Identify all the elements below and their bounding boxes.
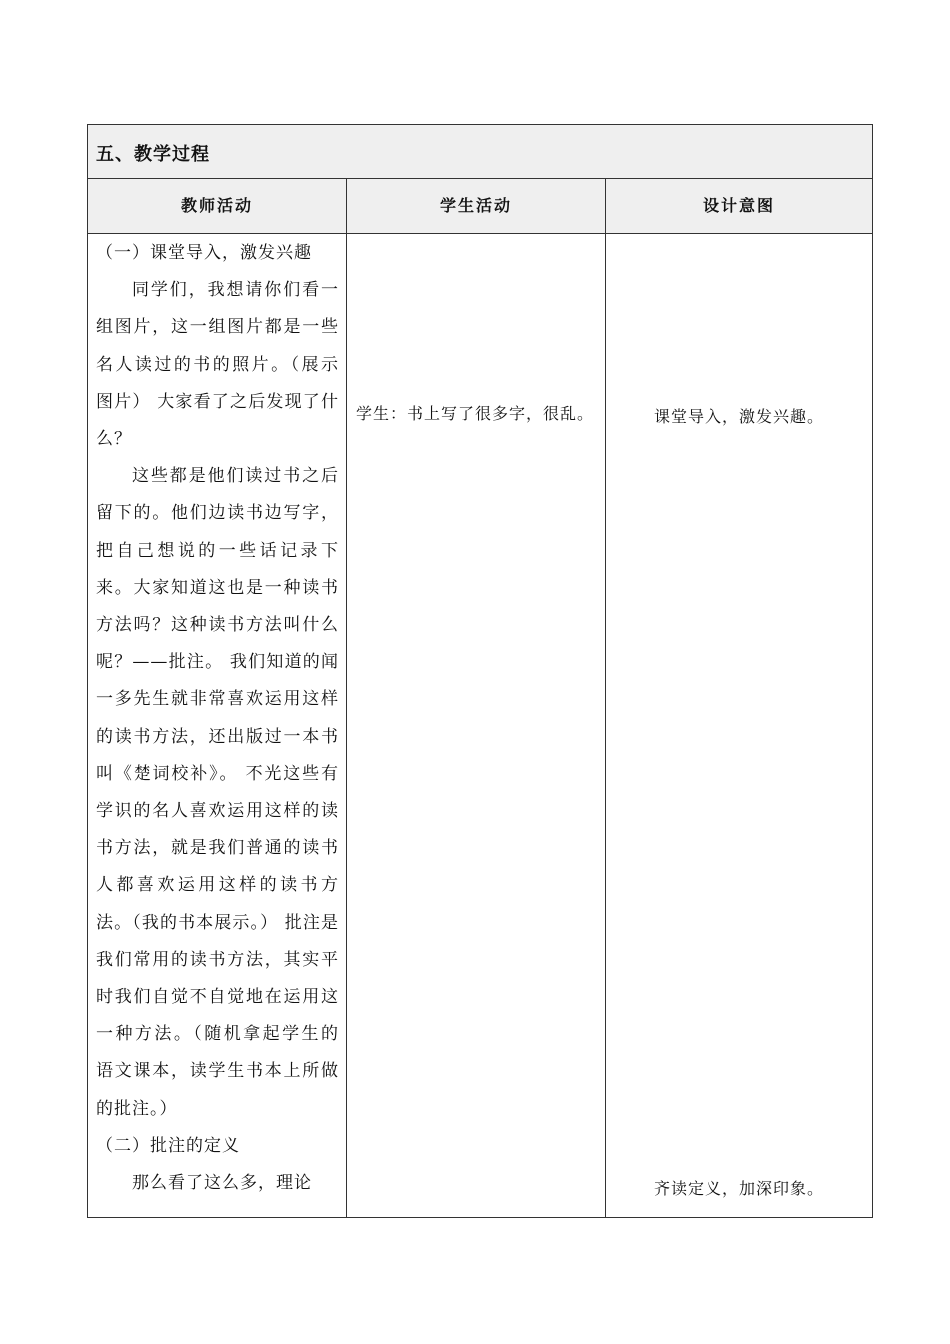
- column-divider-1: [346, 179, 347, 1217]
- design-intent-2: 齐读定义，加深印象。: [653, 1179, 824, 1198]
- design-intent-1: 课堂导入，激发兴趣。: [653, 407, 824, 426]
- lesson-table: [87, 124, 873, 1218]
- teacher-paragraph-3: 那么看了这么多，理论: [132, 1173, 312, 1194]
- teacher-paragraph-2: 这些都是他们读过书之后留下的。他们边读书边写字，把自己想说的一些话记录下来。大家知道这也是一种读书方法吗？这种读书方法叫什么呢？——批注。 我们知道的闻一多先生就非常喜欢运用这样的读书方法，还出版过一本书叫《楚词校补》。 不光这些有学识的名人喜欢运用这样的读书方法，就是我们普通的读书人都喜欢运用这样的读书方法。（我的书本展示。） 批注是我们常用的读书方法，其实平时我们自觉不自觉地在运用这一种方法。（随机拿起学生的语文课本，读学生书本上所做的批注。）: [96, 466, 339, 1119]
- column-divider-2: [605, 179, 606, 1217]
- header-teacher-activity: 教师活动: [180, 196, 253, 215]
- teacher-paragraph-1: 同学们，我想请你们看一组图片，这一组图片都是一些名人读过的书的照片。（展示图片） 大家看了之后发现了什么？: [96, 280, 339, 450]
- student-activity-cell: 学生：书上写了很多字，很乱。: [356, 404, 595, 423]
- header-design-intent: 设计意图: [702, 196, 775, 215]
- teacher-activity-cell: [96, 235, 339, 1202]
- section-row: [88, 125, 872, 179]
- teacher-heading-definition: （二）批注的定义: [96, 1135, 240, 1156]
- header-row: [88, 179, 872, 234]
- header-student-activity: 学生活动: [439, 196, 512, 215]
- section-title: 五、教学过程: [96, 144, 210, 165]
- teacher-heading-intro: （一）课堂导入，激发兴趣: [96, 243, 312, 263]
